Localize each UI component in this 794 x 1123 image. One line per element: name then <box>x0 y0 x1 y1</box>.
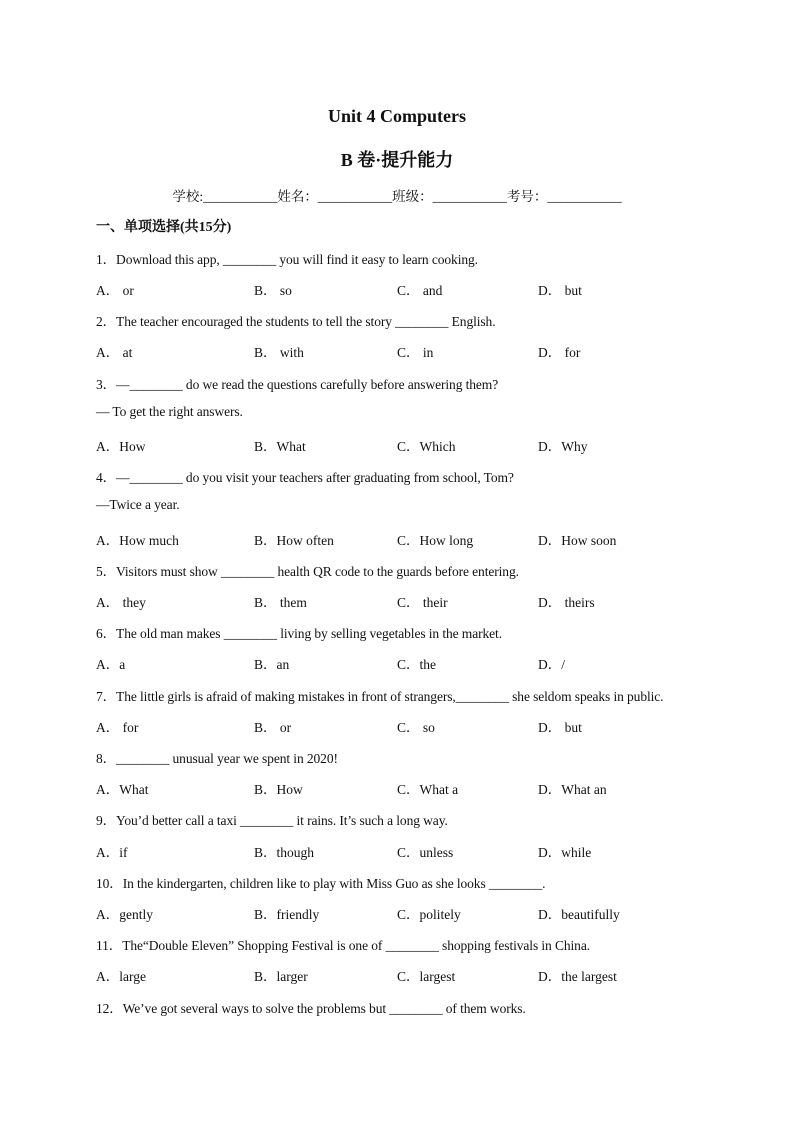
option-a: A．large <box>96 969 146 984</box>
question-5-text: 5．Visitors must show ________ health QR code to the guards before entering. <box>96 564 519 579</box>
option-a: A．How much <box>96 533 179 548</box>
option-c: C．How long <box>397 533 474 548</box>
option-d: D．beautifully <box>538 907 620 922</box>
option-c: C． and <box>397 283 443 298</box>
option-b: B．How <box>254 782 303 797</box>
question-8-options <box>96 778 736 798</box>
student-info-line: 学校:___________姓名：___________班级：___________考号：___________ <box>172 189 622 204</box>
question-4-options <box>96 529 736 549</box>
question-6-options <box>96 653 736 673</box>
question-10-options <box>96 903 736 923</box>
option-d: D． for <box>538 345 581 360</box>
option-a: A．What <box>96 782 149 797</box>
option-c: C． so <box>397 720 435 735</box>
page-title: Unit 4 Computers <box>328 106 466 126</box>
question-7-options <box>96 716 736 736</box>
option-a: A．How <box>96 439 146 454</box>
question-7-text: 7．The little girls is afraid of making mistakes in front of strangers,________ she seldom speaks in public. <box>96 689 664 704</box>
section-heading: 一、单项选择(共15分) <box>96 220 232 235</box>
option-a: A． at <box>96 345 133 360</box>
option-c: C．unless <box>397 845 454 860</box>
question-2-options <box>96 341 736 361</box>
question-5-options <box>96 591 736 611</box>
option-d: D．while <box>538 845 592 860</box>
question-12-text: 12．We’ve got several ways to solve the problems but ________ of them works. <box>96 1001 526 1016</box>
option-c: C．politely <box>397 907 461 922</box>
option-d: D． but <box>538 283 582 298</box>
question-9-options <box>96 841 736 861</box>
option-d: D． but <box>538 720 582 735</box>
page-subtitle: B 卷·提升能力 <box>340 150 454 170</box>
question-1-options <box>96 279 736 299</box>
option-a: A．gently <box>96 907 153 922</box>
option-a: A．if <box>96 845 128 860</box>
question-1-text: 1．Download this app, ________ you will find it easy to learn cooking. <box>96 252 478 267</box>
option-d: D．Why <box>538 439 588 454</box>
option-a: A．a <box>96 657 126 672</box>
question-4-answer-line: —Twice a year. <box>96 497 180 512</box>
option-a: A． or <box>96 283 134 298</box>
option-c: C．Which <box>397 439 456 454</box>
option-c: C． in <box>397 345 434 360</box>
option-b: B．larger <box>254 969 308 984</box>
question-3-text: 3．—________ do we read the questions carefully before answering them? <box>96 377 499 392</box>
option-d: D．the largest <box>538 969 617 984</box>
option-b: B．an <box>254 657 290 672</box>
option-d: D．/ <box>538 657 565 672</box>
option-c: C．largest <box>397 969 456 984</box>
option-a: A． for <box>96 720 139 735</box>
question-3-answer-line: — To get the right answers. <box>96 404 243 419</box>
option-b: B． so <box>254 283 292 298</box>
question-10-text: 10．In the kindergarten, children like to play with Miss Guo as she looks ________. <box>96 876 546 891</box>
question-9-text: 9．You’d better call a taxi ________ it rains. It’s such a long way. <box>96 813 448 828</box>
option-d: D．How soon <box>538 533 617 548</box>
option-b: B．friendly <box>254 907 320 922</box>
question-2-text: 2．The teacher encouraged the students to tell the story ________ English. <box>96 314 496 329</box>
option-b: B．How often <box>254 533 334 548</box>
question-11-text: 11．The“Double Eleven” Shopping Festival is one of ________ shopping festivals in China. <box>96 938 590 953</box>
question-3-options <box>96 435 736 455</box>
option-d: D．What an <box>538 782 607 797</box>
question-6-text: 6．The old man makes ________ living by selling vegetables in the market. <box>96 626 502 641</box>
option-c: C．the <box>397 657 436 672</box>
option-d: D． theirs <box>538 595 595 610</box>
option-c: C． their <box>397 595 448 610</box>
option-b: B． with <box>254 345 304 360</box>
option-b: B．though <box>254 845 315 860</box>
question-8-text: 8．________ unusual year we spent in 2020! <box>96 751 338 766</box>
question-11-options <box>96 965 736 985</box>
option-a: A． they <box>96 595 146 610</box>
option-b: B． or <box>254 720 292 735</box>
question-4-text: 4．—________ do you visit your teachers after graduating from school, Tom? <box>96 470 514 485</box>
option-c: C．What a <box>397 782 459 797</box>
option-b: B． them <box>254 595 307 610</box>
option-b: B．What <box>254 439 306 454</box>
